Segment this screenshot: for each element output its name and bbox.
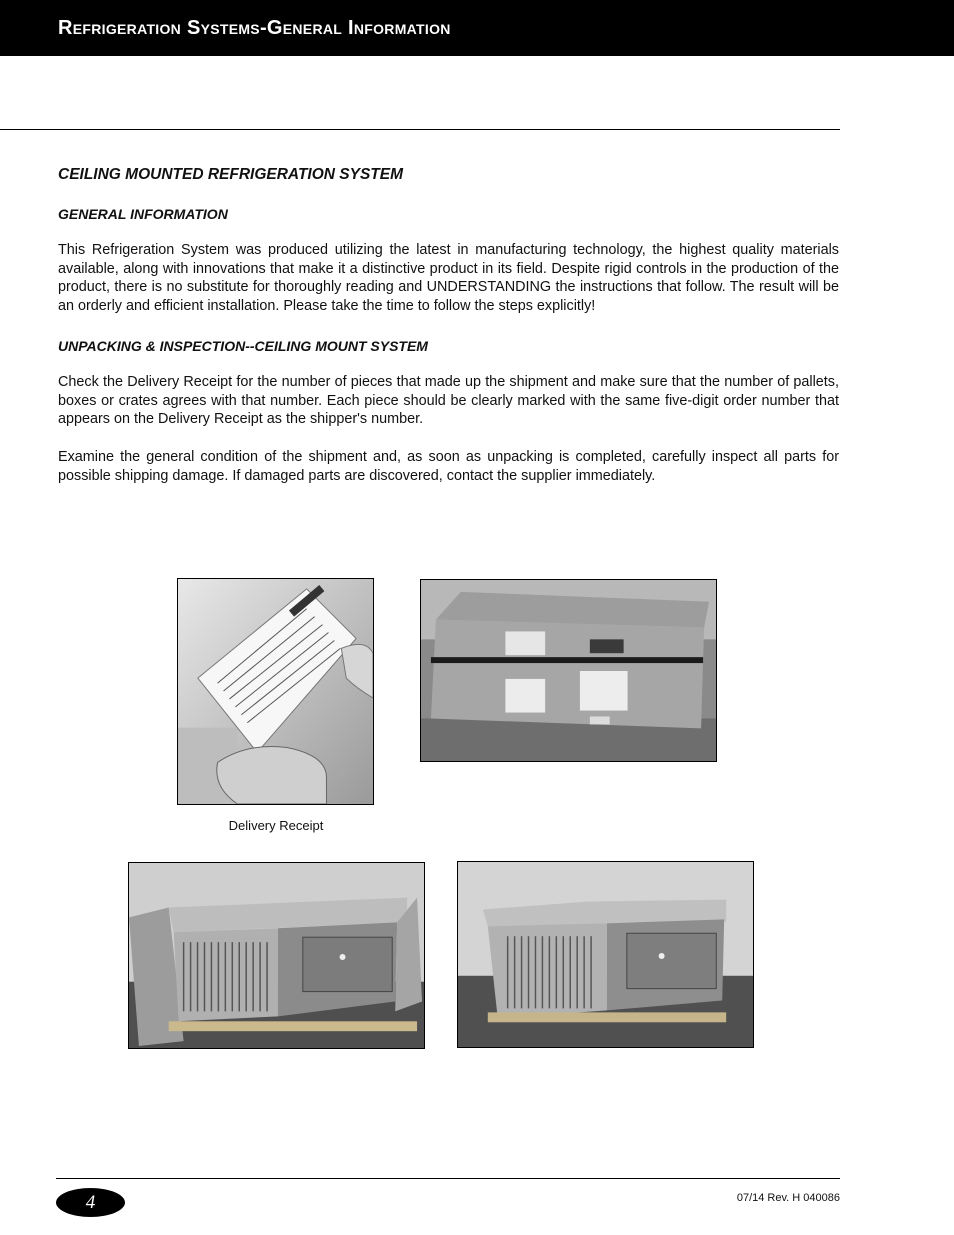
general-info-heading: GENERAL INFORMATION <box>58 206 228 222</box>
unpacking-paragraph-1: Check the Delivery Receipt for the number of pieces that made up the shipment and make sure that the number of pallets, boxes or crates agrees with that number. Each piece should be clearly marked with the same five-digit order number that appears on the Delivery Receipt as the shipper's number. <box>58 374 839 428</box>
uncrated-unit-photo-left <box>128 862 425 1049</box>
page-header-title: Refrigeration Systems-General Information <box>58 17 451 39</box>
page-number: 4 <box>85 1192 96 1213</box>
revision-info: 07/14 Rev. H 040086 <box>736 1192 840 1204</box>
header-divider <box>0 129 840 130</box>
unpacking-paragraph-2: Examine the general condition of the shipment and, as soon as unpacking is completed, carefully inspect all parts for possible shipping damage. If damaged parts are discovered, contact the supplier immediately. <box>58 449 839 484</box>
footer-divider <box>56 1178 840 1179</box>
page-number-badge <box>56 1188 125 1217</box>
header-bar <box>0 0 954 56</box>
general-info-paragraph: This Refrigeration System was produced utilizing the latest in manufacturing technology, the highest quality materials available, along with innovations that make it a distinctive product in its field. Despite rigid controls in the production of the product, there is no substitute for thoroughly reading and UNDERSTANDING the instructions that follow. The result will be an orderly and efficient installation. Please take the time to follow the steps explicitly! <box>58 242 839 315</box>
delivery-receipt-caption: Delivery Receipt <box>228 818 324 833</box>
delivery-receipt-photo <box>177 578 374 805</box>
crated-shipment-photo <box>420 579 717 762</box>
section-title: CEILING MOUNTED REFRIGERATION SYSTEM <box>58 166 404 183</box>
uncrated-unit-photo-right <box>457 861 754 1048</box>
unpacking-heading: UNPACKING & INSPECTION--CEILING MOUNT SYSTEM <box>58 338 428 354</box>
